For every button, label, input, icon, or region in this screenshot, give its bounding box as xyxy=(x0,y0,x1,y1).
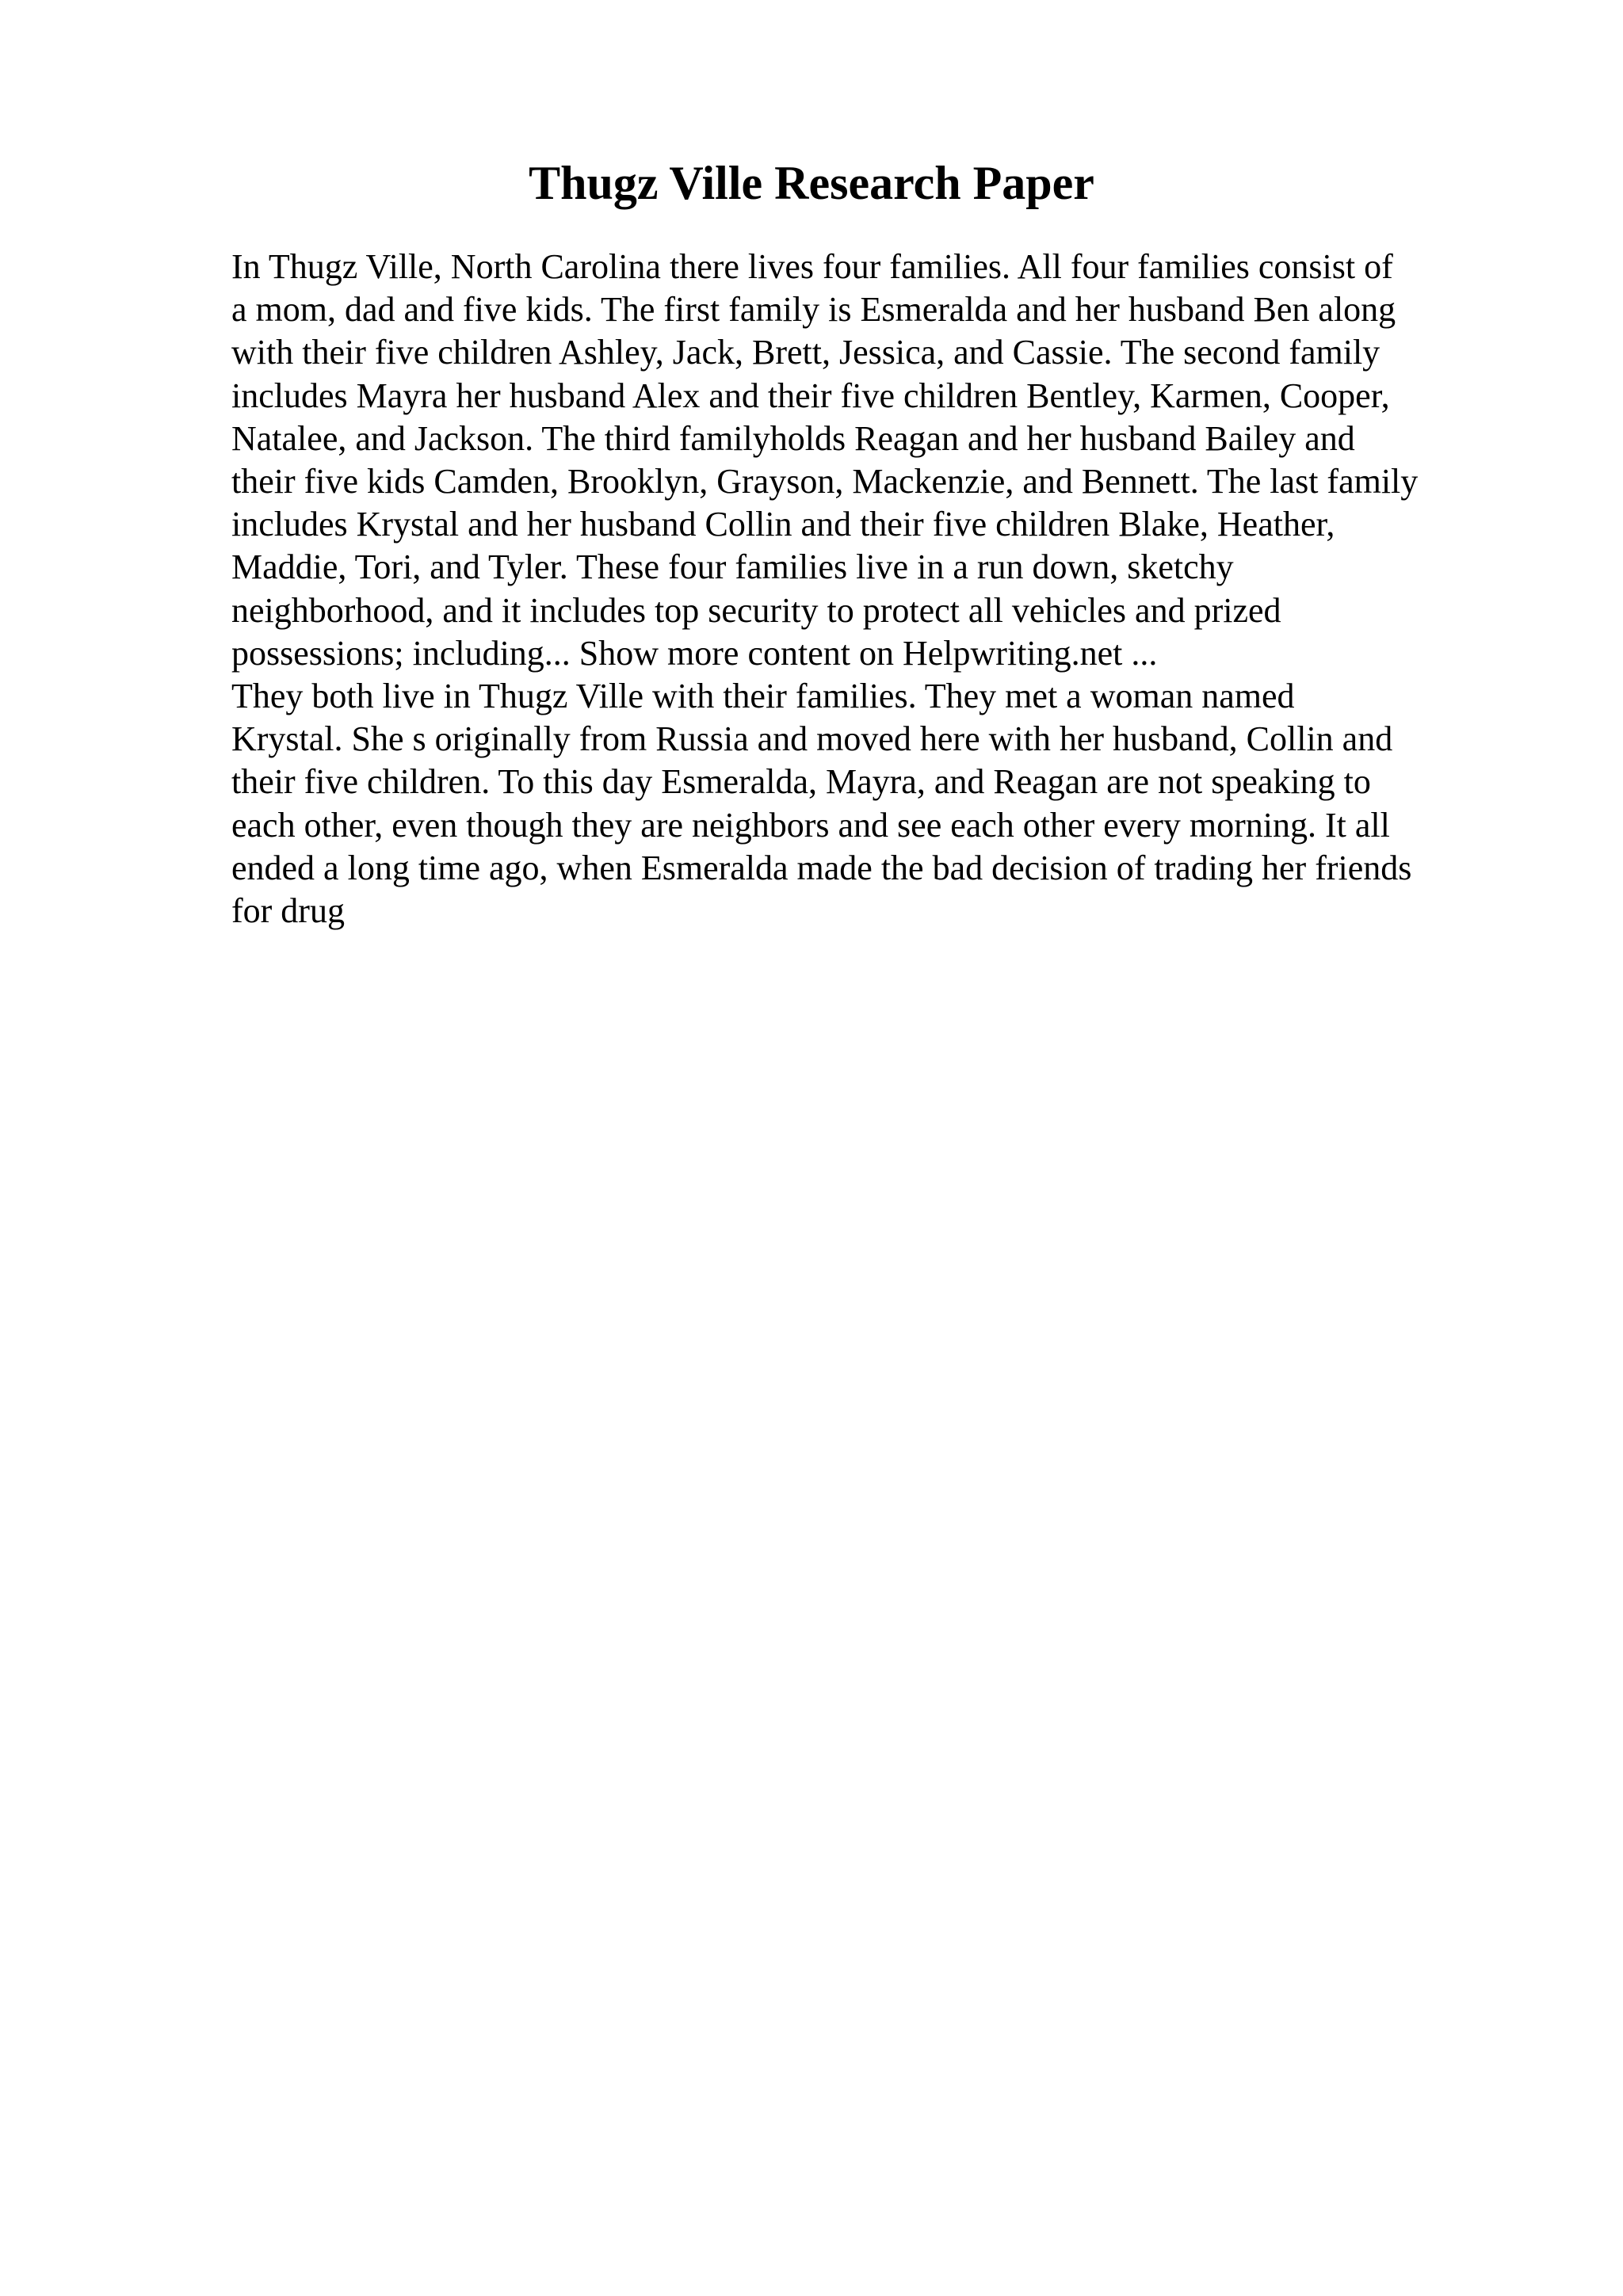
body-line: In Thugz Ville, North Carolina there lives four families. All four families consist of xyxy=(231,247,1393,286)
body-line: a mom, dad and five kids. The first family is Esmeralda and her husband Ben along xyxy=(231,290,1396,330)
body-line: their five children. To this day Esmeralda, Mayra, and Reagan are not speaking to xyxy=(231,762,1371,802)
body-line: Natalee, and Jackson. The third familyholds Reagan and her husband Bailey and xyxy=(231,418,1355,458)
body-line: their five kids Camden, Brooklyn, Grayson, Mackenzie, and Bennett. The last family xyxy=(231,462,1419,502)
body-line: Maddie, Tori, and Tyler. These four families live in a run down, sketchy xyxy=(231,547,1234,587)
body-line: neighborhood, and it includes top security to protect all vehicles and prized xyxy=(231,590,1281,630)
body-line: Krystal. She s originally from Russia and moved here with her husband, Collin and xyxy=(231,719,1393,759)
document-body xyxy=(231,246,1499,933)
body-line: each other, even though they are neighbors and see each other every morning. It all xyxy=(231,805,1390,845)
body-line: possessions; including... Show more content on Helpwriting.net ... xyxy=(231,633,1158,673)
document-title: Thugz Ville Research Paper xyxy=(529,157,1094,209)
body-line: includes Mayra her husband Alex and their five children Bentley, Karmen, Cooper, xyxy=(231,376,1390,415)
body-line: for drug xyxy=(231,891,345,931)
body-line: ended a long time ago, when Esmeralda made the bad decision of trading her friends xyxy=(231,848,1412,887)
body-line: with their five children Ashley, Jack, Brett, Jessica, and Cassie. The second family xyxy=(231,333,1381,372)
body-line: includes Krystal and her husband Collin and their five children Blake, Heather, xyxy=(231,505,1335,544)
body-line: They both live in Thugz Ville with their families. They met a woman named xyxy=(231,677,1295,716)
